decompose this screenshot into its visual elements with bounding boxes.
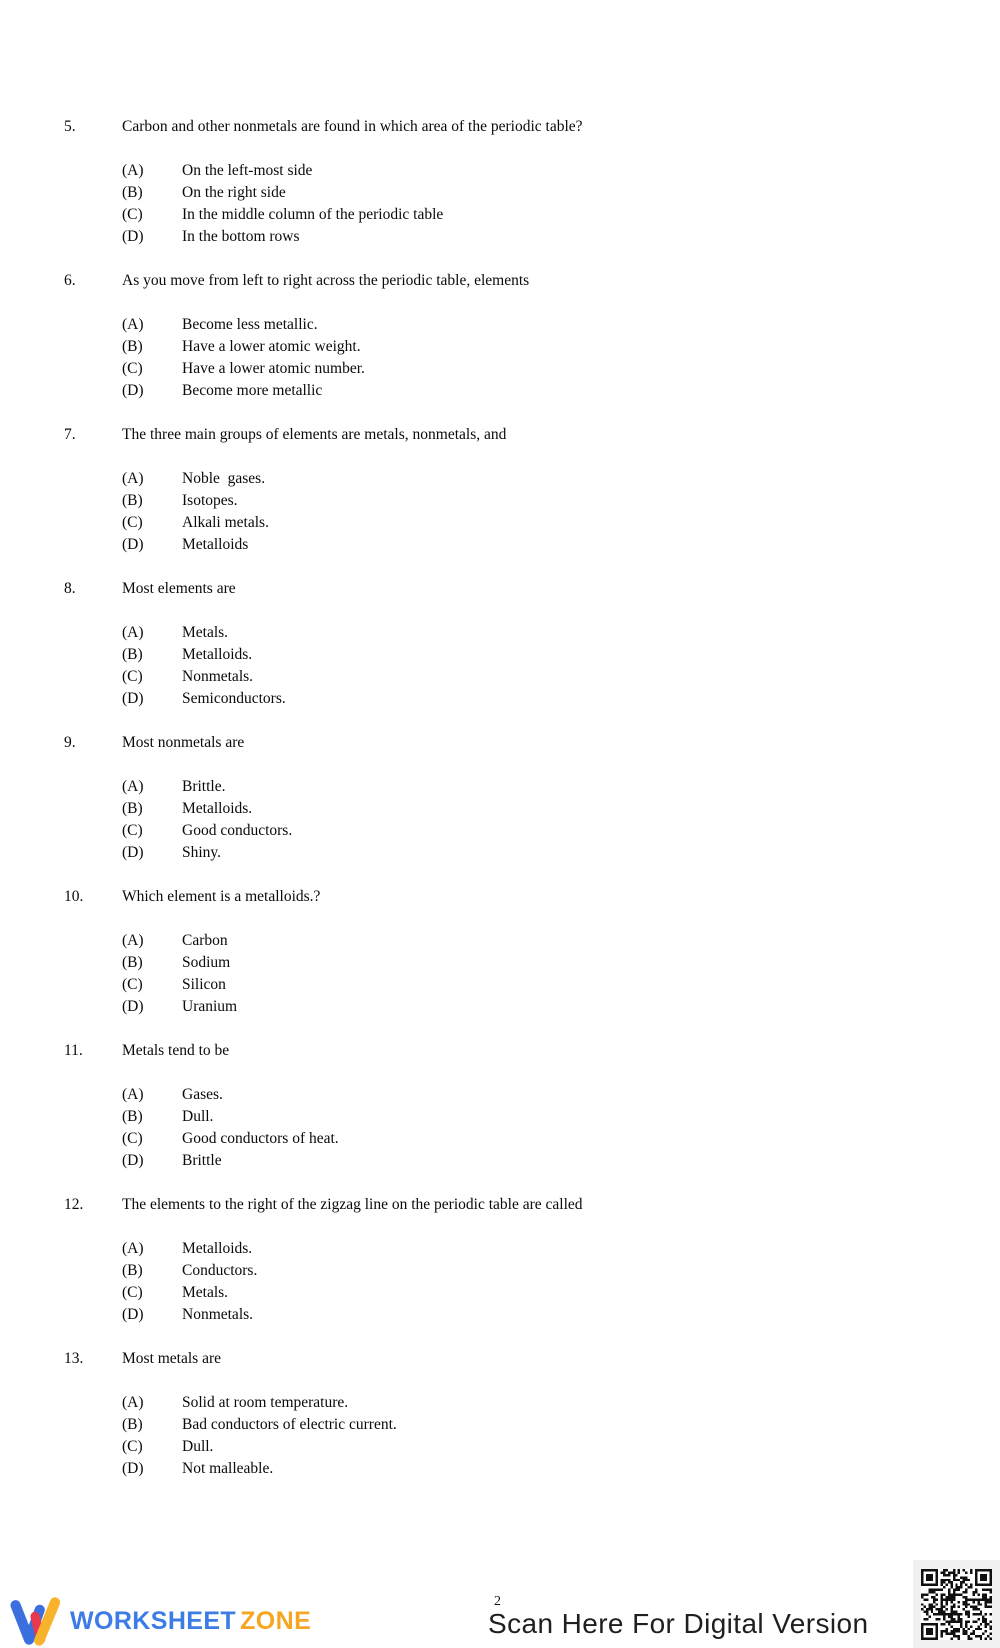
option-text: Become more metallic bbox=[182, 382, 323, 399]
option-label: (C) bbox=[122, 668, 143, 685]
option-row bbox=[0, 1260, 1000, 1282]
option-row bbox=[0, 1238, 1000, 1260]
option-label: (C) bbox=[122, 1130, 143, 1147]
option-label: (A) bbox=[122, 1240, 144, 1257]
option-label: (B) bbox=[122, 954, 143, 971]
qr-code-pattern bbox=[921, 1569, 992, 1640]
question-block bbox=[0, 424, 1000, 556]
option-row bbox=[0, 380, 1000, 402]
option-label: (B) bbox=[122, 338, 143, 355]
question-number: 10. bbox=[64, 888, 84, 905]
option-label: (A) bbox=[122, 162, 144, 179]
option-label: (A) bbox=[122, 1086, 144, 1103]
option-text: Solid at room temperature. bbox=[182, 1394, 349, 1411]
option-label: (B) bbox=[122, 492, 143, 509]
question-row bbox=[0, 732, 1000, 754]
option-row bbox=[0, 1106, 1000, 1128]
option-row bbox=[0, 622, 1000, 644]
question-text: As you move from left to right across the periodic table, elements bbox=[122, 272, 530, 289]
question-text: The elements to the right of the zigzag line on the periodic table are called bbox=[122, 1196, 583, 1213]
option-row bbox=[0, 776, 1000, 798]
option-label: (D) bbox=[122, 998, 144, 1015]
option-row bbox=[0, 204, 1000, 226]
question-number: 9. bbox=[64, 734, 76, 751]
option-text: On the left-most side bbox=[182, 162, 313, 179]
option-row bbox=[0, 1414, 1000, 1436]
option-label: (C) bbox=[122, 514, 143, 531]
option-row bbox=[0, 820, 1000, 842]
option-label: (C) bbox=[122, 1284, 143, 1301]
question-block bbox=[0, 1348, 1000, 1480]
option-label: (A) bbox=[122, 624, 144, 641]
qr-code bbox=[913, 1560, 1000, 1648]
option-row bbox=[0, 974, 1000, 996]
question-number: 7. bbox=[64, 426, 76, 443]
question-number: 11. bbox=[64, 1042, 83, 1059]
option-row bbox=[0, 996, 1000, 1018]
option-text: Have a lower atomic weight. bbox=[182, 338, 361, 355]
option-row bbox=[0, 534, 1000, 556]
option-text: Gases. bbox=[182, 1086, 223, 1103]
option-row bbox=[0, 1128, 1000, 1150]
question-text: Most metals are bbox=[122, 1350, 222, 1367]
option-label: (A) bbox=[122, 778, 144, 795]
option-label: (B) bbox=[122, 1108, 143, 1125]
option-label: (B) bbox=[122, 646, 143, 663]
question-text: Carbon and other nonmetals are found in which area of the periodic table? bbox=[122, 118, 583, 135]
option-label: (C) bbox=[122, 822, 143, 839]
option-row bbox=[0, 1458, 1000, 1480]
option-text: Noble gases. bbox=[182, 470, 266, 487]
option-label: (C) bbox=[122, 1438, 143, 1455]
question-block bbox=[0, 1040, 1000, 1172]
option-row bbox=[0, 512, 1000, 534]
question-row bbox=[0, 578, 1000, 600]
questions-list bbox=[0, 116, 1000, 1502]
option-text: Shiny. bbox=[182, 844, 222, 861]
scan-here-text: Scan Here For Digital Version bbox=[488, 1608, 869, 1639]
option-label: (C) bbox=[122, 360, 143, 377]
option-row bbox=[0, 182, 1000, 204]
brand-name-worksheet: WORKSHEET bbox=[70, 1606, 237, 1635]
question-block bbox=[0, 732, 1000, 864]
option-text: Isotopes. bbox=[182, 492, 238, 509]
option-row bbox=[0, 226, 1000, 248]
option-row bbox=[0, 160, 1000, 182]
option-label: (C) bbox=[122, 206, 143, 223]
option-text: In the middle column of the periodic table bbox=[182, 206, 444, 223]
question-row bbox=[0, 886, 1000, 908]
option-row bbox=[0, 336, 1000, 358]
option-text: Brittle. bbox=[182, 778, 226, 795]
option-row bbox=[0, 1084, 1000, 1106]
option-row bbox=[0, 1392, 1000, 1414]
option-text: Silicon bbox=[182, 976, 226, 993]
question-number: 13. bbox=[64, 1350, 84, 1367]
page-number: 2 bbox=[494, 1594, 501, 1609]
option-text: Carbon bbox=[182, 932, 228, 949]
question-block bbox=[0, 116, 1000, 248]
option-row bbox=[0, 490, 1000, 512]
question-number: 5. bbox=[64, 118, 76, 135]
question-row bbox=[0, 270, 1000, 292]
option-row bbox=[0, 798, 1000, 820]
question-row bbox=[0, 1194, 1000, 1216]
option-text: Not malleable. bbox=[182, 1460, 274, 1477]
brand-name bbox=[70, 1606, 312, 1635]
option-label: (B) bbox=[122, 184, 143, 201]
option-text: Nonmetals. bbox=[182, 668, 254, 685]
option-label: (D) bbox=[122, 536, 144, 553]
option-text: Brittle bbox=[182, 1152, 222, 1169]
question-text: Most elements are bbox=[122, 580, 236, 597]
option-text: Metalloids. bbox=[182, 800, 253, 817]
option-label: (A) bbox=[122, 1394, 144, 1411]
option-label: (B) bbox=[122, 1262, 143, 1279]
option-text: Nonmetals. bbox=[182, 1306, 254, 1323]
option-text: Metals. bbox=[182, 1284, 229, 1301]
question-text: The three main groups of elements are metals, nonmetals, and bbox=[122, 426, 507, 443]
option-row bbox=[0, 644, 1000, 666]
option-label: (D) bbox=[122, 382, 144, 399]
option-text: On the right side bbox=[182, 184, 286, 201]
option-text: Metals. bbox=[182, 624, 229, 641]
question-text: Most nonmetals are bbox=[122, 734, 245, 751]
option-label: (A) bbox=[122, 316, 144, 333]
footer bbox=[0, 1540, 1000, 1648]
option-text: Metalloids. bbox=[182, 1240, 253, 1257]
question-block bbox=[0, 1194, 1000, 1326]
brand-name-zone: ZONE bbox=[240, 1606, 312, 1635]
option-text: In the bottom rows bbox=[182, 228, 300, 245]
option-label: (C) bbox=[122, 976, 143, 993]
brand-w-icon bbox=[10, 1596, 62, 1646]
option-text: Become less metallic. bbox=[182, 316, 318, 333]
question-row bbox=[0, 1348, 1000, 1370]
option-row bbox=[0, 666, 1000, 688]
option-text: Metalloids. bbox=[182, 646, 253, 663]
question-number: 6. bbox=[64, 272, 76, 289]
option-label: (D) bbox=[122, 844, 144, 861]
option-text: Conductors. bbox=[182, 1262, 258, 1279]
option-text: Good conductors of heat. bbox=[182, 1130, 339, 1147]
option-row bbox=[0, 314, 1000, 336]
option-text: Bad conductors of electric current. bbox=[182, 1416, 397, 1433]
option-text: Metalloids bbox=[182, 536, 249, 553]
option-row bbox=[0, 952, 1000, 974]
option-row bbox=[0, 842, 1000, 864]
option-text: Dull. bbox=[182, 1108, 214, 1125]
option-label: (B) bbox=[122, 800, 143, 817]
question-text: Which element is a metalloids.? bbox=[122, 888, 321, 905]
option-label: (A) bbox=[122, 470, 144, 487]
option-row bbox=[0, 1436, 1000, 1458]
question-block bbox=[0, 578, 1000, 710]
option-label: (D) bbox=[122, 1152, 144, 1169]
option-row bbox=[0, 1304, 1000, 1326]
brand-logo bbox=[10, 1596, 311, 1646]
option-text: Uranium bbox=[182, 998, 238, 1015]
option-row bbox=[0, 468, 1000, 490]
option-text: Have a lower atomic number. bbox=[182, 360, 365, 377]
question-block bbox=[0, 270, 1000, 402]
option-row bbox=[0, 358, 1000, 380]
option-text: Good conductors. bbox=[182, 822, 293, 839]
option-label: (D) bbox=[122, 1306, 144, 1323]
question-row bbox=[0, 1040, 1000, 1062]
option-text: Alkali metals. bbox=[182, 514, 269, 531]
option-label: (D) bbox=[122, 690, 144, 707]
option-text: Dull. bbox=[182, 1438, 214, 1455]
option-row bbox=[0, 930, 1000, 952]
option-label: (B) bbox=[122, 1416, 143, 1433]
option-text: Sodium bbox=[182, 954, 231, 971]
question-number: 8. bbox=[64, 580, 76, 597]
question-row bbox=[0, 116, 1000, 138]
option-label: (D) bbox=[122, 228, 144, 245]
question-text: Metals tend to be bbox=[122, 1042, 230, 1059]
option-label: (A) bbox=[122, 932, 144, 949]
option-label: (D) bbox=[122, 1460, 144, 1477]
option-row bbox=[0, 1282, 1000, 1304]
question-row bbox=[0, 424, 1000, 446]
question-number: 12. bbox=[64, 1196, 84, 1213]
option-row bbox=[0, 688, 1000, 710]
question-block bbox=[0, 886, 1000, 1018]
option-text: Semiconductors. bbox=[182, 690, 286, 707]
option-row bbox=[0, 1150, 1000, 1172]
